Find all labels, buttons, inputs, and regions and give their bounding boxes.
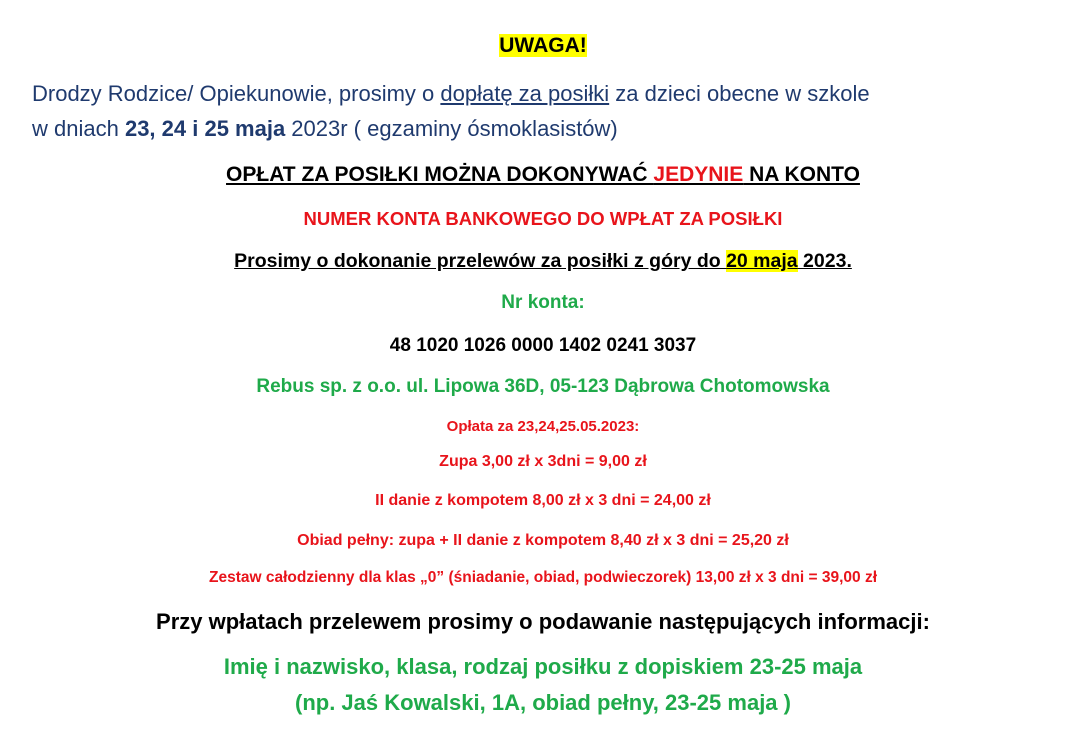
intro-dates: 23, 24 i 25 maja [124, 116, 286, 141]
notice-heading [0, 34, 1086, 58]
transfer-info-title: Przy wpłatach przelewem prosimy o podawanie następujących informacji: [156, 609, 930, 634]
intro-dates-prefix: w dniach [32, 116, 125, 141]
account-header: NUMER KONTA BANKOWEGO DO WPŁAT ZA POSIŁKI [303, 208, 783, 229]
fee-soup: Zupa 3,00 zł x 3dni = 9,00 zł [439, 453, 647, 470]
intro-underlined: dopłatę za posiłki [440, 81, 610, 106]
transfer-info-fields: Imię i nazwisko, klasa, rodzaj posiłku z dopiskiem 23-25 maja [223, 654, 863, 679]
fee-full-day-set: Zestaw całodzienny dla klas „0” (śniadanie, obiad, podwieczorek) 13,00 zł x 3 dni = 39,00 zł [208, 569, 878, 586]
recipient-address: Rebus sp. z o.o. ul. Lipowa 36D, 05-123 Dąbrowa Chotomowska [256, 376, 830, 397]
intro-line-2 [32, 116, 618, 142]
fee-full-dinner: Obiad pełny: zupa + II danie z kompotem 8,40 zł x 3 dni = 25,20 zł [297, 532, 789, 549]
intro-dates-suffix: 2023r ( egzaminy ósmoklasistów) [285, 116, 618, 141]
payment-rule-text: OPŁAT ZA POSIŁKI MOŻNA DOKONYWAĆ [226, 163, 654, 186]
payment-rule-emphasis: JEDYNIE [653, 163, 744, 186]
deadline [0, 250, 1086, 273]
deadline-date: 20 maja [726, 250, 798, 272]
account-label: Nr konta: [501, 292, 585, 313]
heading-highlight: UWAGA! [499, 34, 587, 57]
fee-main-course: II danie z kompotem 8,00 zł x 3 dni = 24,00 zł [375, 492, 711, 509]
payment-rule [0, 163, 1086, 187]
intro-tail: za dzieci obecne w szkole [609, 81, 870, 106]
account-number: 48 1020 1026 0000 1402 0241 3037 [389, 335, 697, 356]
payment-rule-tail: NA KONTO [743, 163, 860, 186]
intro-text: Drodzy Rodzice/ Opiekunowie, prosimy o [32, 81, 441, 106]
deadline-text: Prosimy o dokonanie przelewów za posiłki z góry do [234, 250, 727, 272]
deadline-tail: 2023. [797, 250, 852, 272]
transfer-info-example: (np. Jaś Kowalski, 1A, obiad pełny, 23-25 maja ) [295, 690, 791, 715]
intro-line-1 [32, 81, 870, 107]
fee-title: Opłata za 23,24,25.05.2023: [446, 418, 640, 435]
